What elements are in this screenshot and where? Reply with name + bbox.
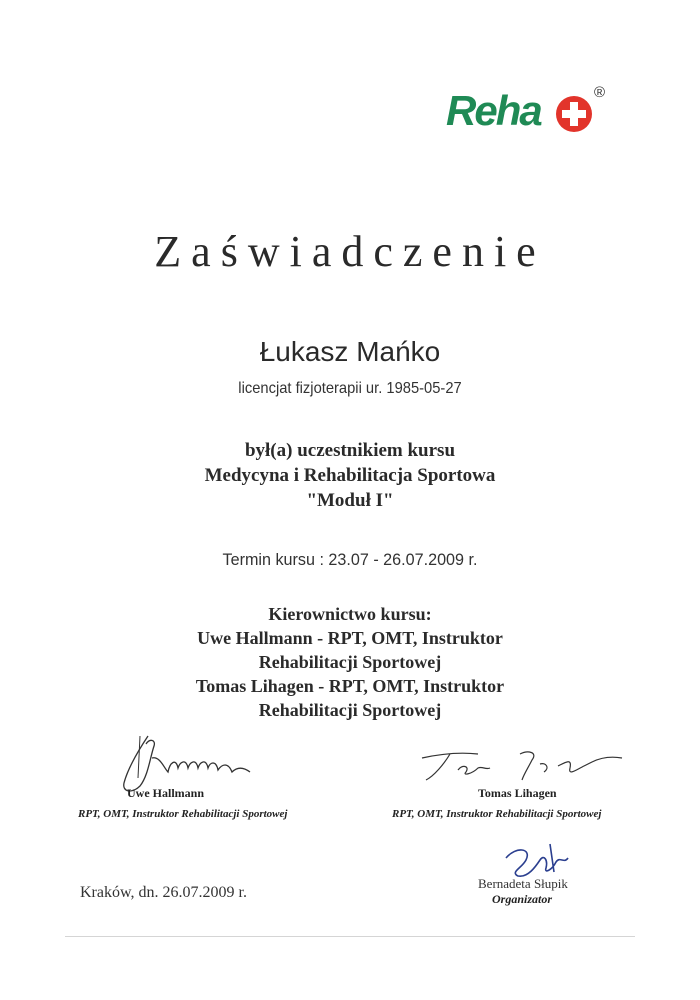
logo-text: Reha (446, 87, 541, 134)
place-and-date: Kraków, dn. 26.07.2009 r. (80, 884, 247, 901)
organizer-name: Bernadeta Słupik (478, 876, 568, 891)
board-line-3: Tomas Lihagen - RPT, OMT, Instruktor (195, 676, 505, 696)
reha-logo (446, 84, 611, 138)
signature-right-name: Tomas Lihagen (478, 786, 557, 800)
signature-right-role: RPT, OMT, Instruktor Rehabilitacji Sportowej (392, 808, 602, 820)
signature-left-name: Uwe Hallmann (127, 786, 205, 800)
document-title: Zaświadczenie (154, 227, 546, 276)
board-heading: Kierownictwo kursu: (268, 604, 432, 624)
red-plus-icon (554, 94, 594, 134)
course-line-1: był(a) uczestnikiem kursu (244, 440, 456, 461)
recipient-details: licencjat fizjoterapii ur. 1985-05-27 (238, 380, 462, 397)
board-line-4: Rehabilitacji Sportowej (258, 700, 442, 720)
signature-left-role: RPT, OMT, Instruktor Rehabilitacji Sportowej (78, 808, 288, 820)
course-line-2: Medycyna i Rehabilitacja Sportowa (204, 465, 496, 486)
course-board (0, 602, 700, 722)
board-line-2: Rehabilitacji Sportowej (258, 652, 442, 672)
bottom-divider (65, 936, 635, 937)
course-line-3: "Moduł I" (306, 490, 394, 511)
recipient-name: Łukasz Mańko (259, 336, 441, 367)
course-term: Termin kursu : 23.07 - 26.07.2009 r. (222, 550, 478, 569)
course-info (0, 438, 700, 513)
board-line-1: Uwe Hallmann - RPT, OMT, Instruktor (197, 628, 503, 648)
registered-mark: ® (594, 84, 606, 101)
organizer-role: Organizator (492, 892, 553, 906)
signature-right-icon (400, 740, 630, 790)
